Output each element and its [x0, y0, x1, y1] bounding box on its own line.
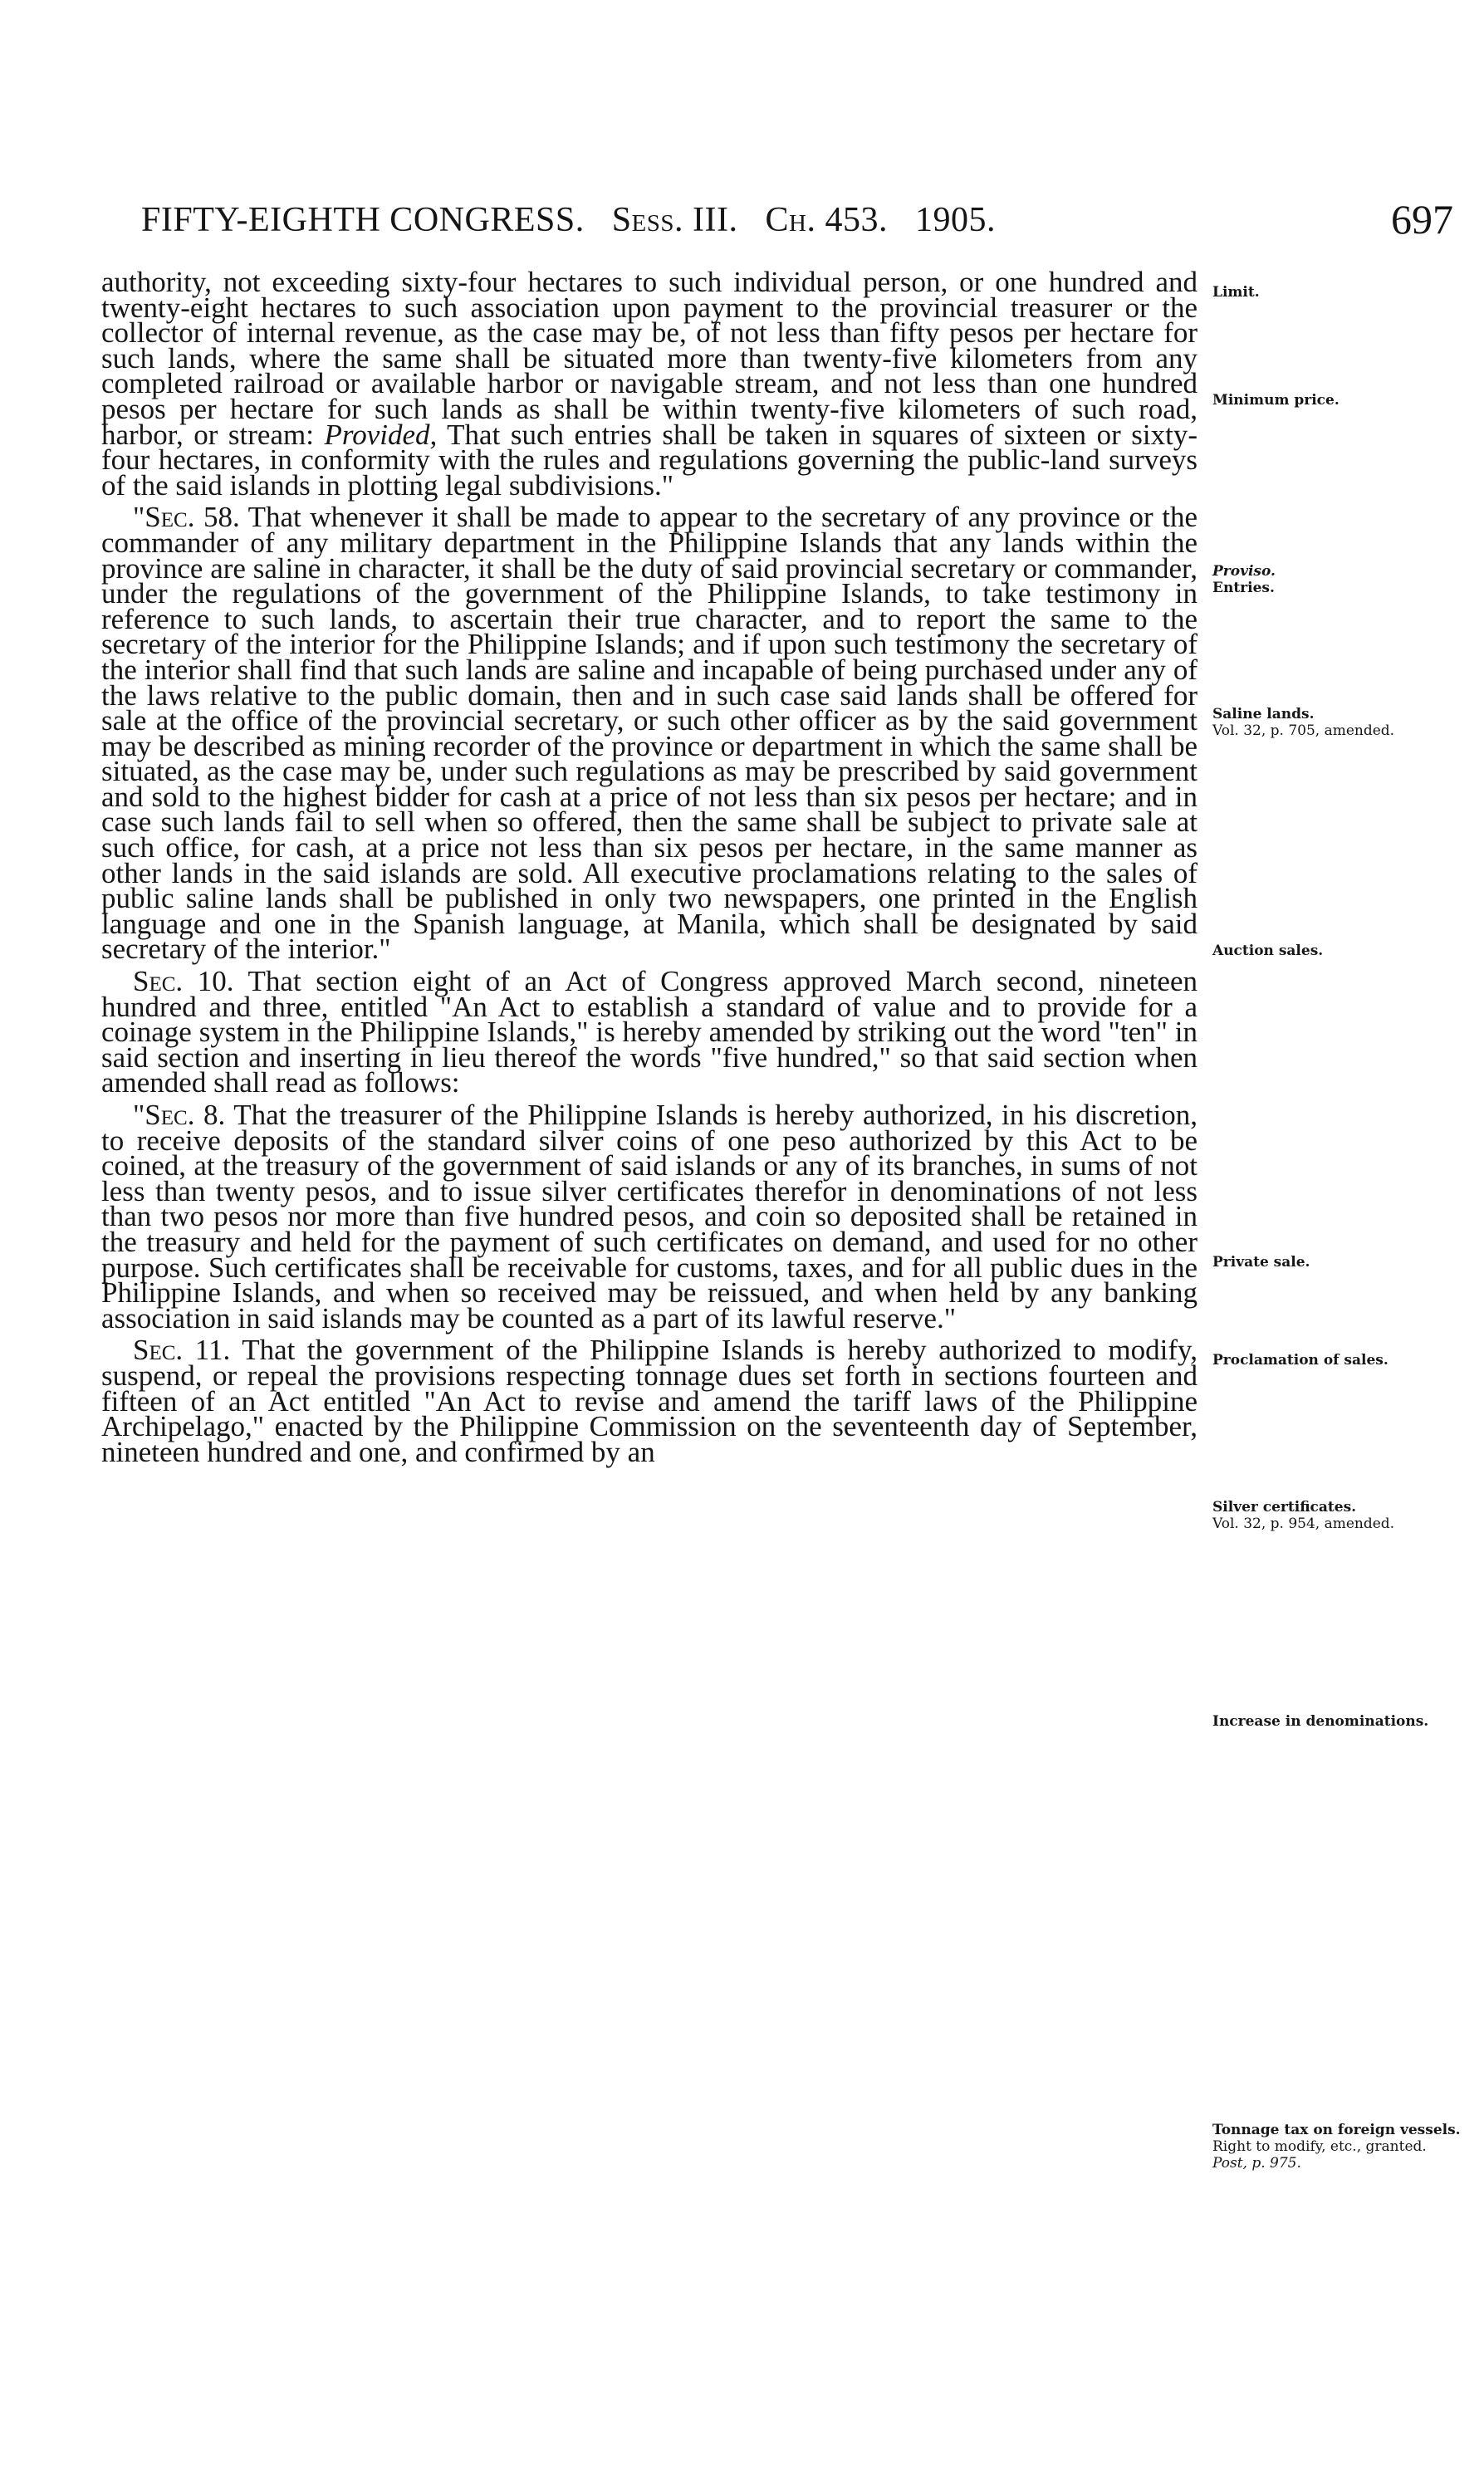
chapter-label: Ch. 453. [765, 201, 888, 239]
margin-note-title: Saline lands. [1212, 706, 1315, 722]
paragraph-text: That the treasurer of the Philippine Islands is hereby authorized, in his discretion, to receive deposits of the standard silver coins of one peso authorized by this Act to be coined, at the treasury of the government of said islands or any of its branches, in sums of not less than twenty pesos, and to issue silver certificates therefor in denominations of not less than two pesos nor more than five hundred pesos, and coin so deposited shall be retained in the treasury and held for the payment of such certificates on demand, and used for no other purpose. Such certificates shall be receivable for customs, taxes, and for all public dues in the Philippine Islands, and when so received may be reissued, and when held by any banking association in said islands may be counted as a part of its lawful reserve." [101, 1099, 1197, 1334]
section-lead: Sec. 10. [133, 965, 234, 998]
margin-note-sub: Vol. 32, p. 954, amended. [1212, 1516, 1395, 1532]
margin-note-title: Auction sales. [1212, 943, 1324, 959]
margin-note-minimum-price [1212, 392, 1462, 409]
margin-note-title: Minimum price. [1212, 392, 1340, 409]
margin-note-private-sale [1212, 1254, 1462, 1271]
margin-note-auction-sales [1212, 943, 1462, 959]
paragraph-text: authority, not exceeding sixty-four hectares to such individual person, or one hundred and twenty-eight hectares to such association upon payment to the provincial treasurer or the collector of internal revenue, as the case may be, of not less than fifty pesos per hectare for such lands, where the same shall be situated more than twenty-five kilometers from any completed railroad or available harbor or navigable stream, and not less than one hundred pesos per hectare for such lands as shall be within twenty-five kilometers of such road, harbor, or stream: [101, 266, 1197, 451]
margin-note-limit [1212, 284, 1462, 301]
paragraph-text: That section eight of an Act of Congress approved March second, nineteen hundred and three, entitled "An Act to establish a standard of value and to provide for a coinage system in the Philippine Islands," is hereby amended by striking out the word "ten" in said section and inserting in lieu thereof the words "five hundred," so that said section when amended shall read as follows: [101, 965, 1197, 1099]
margin-note-proclamation [1212, 1352, 1462, 1369]
section-lead: "Sec. 8. [133, 1099, 226, 1131]
margin-note-tonnage-tax [1212, 2122, 1462, 2172]
congress-title: FIFTY-EIGHTH CONGRESS. [141, 201, 585, 239]
paragraph-text: That whenever it shall be made to appear to the secretary of any province or the commander of any military department in the Philippine Islands that any lands within the province are saline in character, it shall be the duty of said provincial secretary or commander, under the regulations of the government of the Philippine Islands, to take testimony in reference to such lands, to ascertain their true character, and to report the same to the secretary of the interior for the Philippine Islands; and if upon such testimony the secretary of the interior shall find that such lands are saline and incapable of being purchased under any of the laws relative to the public domain, then and in such case said lands shall be offered for sale at the office of the provincial secretary, or such other officer as by the said government may be described as mining recorder of the province or department in which the same shall be situated, as the case may be, under such regulations as may be prescribed by said government and sold to the highest bidder for cash at a price of not less than six pesos per hectare; and in case such lands fail to sell when so offered, then the same shall be subject to private sale at such office, for cash, at a price not less than six pesos per hectare, in the same manner as other lands in the said islands are sold. All executive proclamations relating to the sales of public saline lands shall be published in only two newspapers, one printed in the English language and one in the Spanish language, at Manila, which shall be designated by said secretary of the interior." [101, 501, 1197, 966]
margin-note-title: Limit. [1212, 284, 1260, 301]
section-lead: Sec. 11. [133, 1334, 231, 1367]
paragraph-tail: That such entries shall be taken in squares of sixteen or sixty-four hectares, in conformity with the rules and regulations governing the public-land surveys of the said islands in plotting legal subdivisions." [101, 418, 1197, 502]
year-label: 1905. [914, 201, 996, 239]
paragraph-text: That the government of the Philippine Islands is hereby authorized to modify, suspend, or repeal the provisions respecting tonnage dues set forth in sections fourteen and fifteen of an Act entitled "An Act to revise and amend the tariff laws of the Philippine Archipelago," enacted by the Philippine Commission on the seventeenth day of September, nineteen hundred and one, and confirmed by an [101, 1334, 1197, 1468]
page-number: 697 [1391, 196, 1453, 242]
paragraph-emphasis: Provided, [324, 418, 438, 451]
page-header [141, 195, 1453, 253]
margin-note-proviso [1212, 563, 1462, 596]
paragraph-sec-58 [101, 501, 1197, 966]
margin-note-sub: Right to modify, etc., granted. [1212, 2138, 1427, 2155]
margin-note-silver-certificates [1212, 1499, 1462, 1532]
section-lead: "Sec. 58. [133, 501, 240, 534]
margin-note-title: Proviso. [1212, 563, 1276, 580]
paragraph-sec-8 [101, 1099, 1197, 1334]
margin-note-denominations [1212, 1713, 1462, 1730]
paragraph-sec-11 [101, 1334, 1197, 1468]
running-head [141, 200, 996, 240]
margin-note-sub: Entries. [1212, 580, 1275, 596]
session-label: Sess. III. [611, 201, 738, 239]
margin-note-sub: Vol. 32, p. 705, amended. [1212, 722, 1395, 739]
margin-note-title: Silver certificates. [1212, 1499, 1357, 1516]
margin-note-ref: Post, p. 975. [1212, 2155, 1301, 2172]
margin-note-title: Tonnage tax on foreign vessels. [1212, 2122, 1461, 2138]
margin-note-title: Proclamation of sales. [1212, 1352, 1388, 1369]
paragraph-continuation [101, 266, 1197, 502]
margin-note-saline-lands [1212, 706, 1462, 739]
paragraph-sec-10 [101, 965, 1197, 1099]
statute-text [101, 266, 1197, 1472]
margin-note-title: Private sale. [1212, 1254, 1310, 1271]
margin-note-title: Increase in denominations. [1212, 1713, 1429, 1730]
